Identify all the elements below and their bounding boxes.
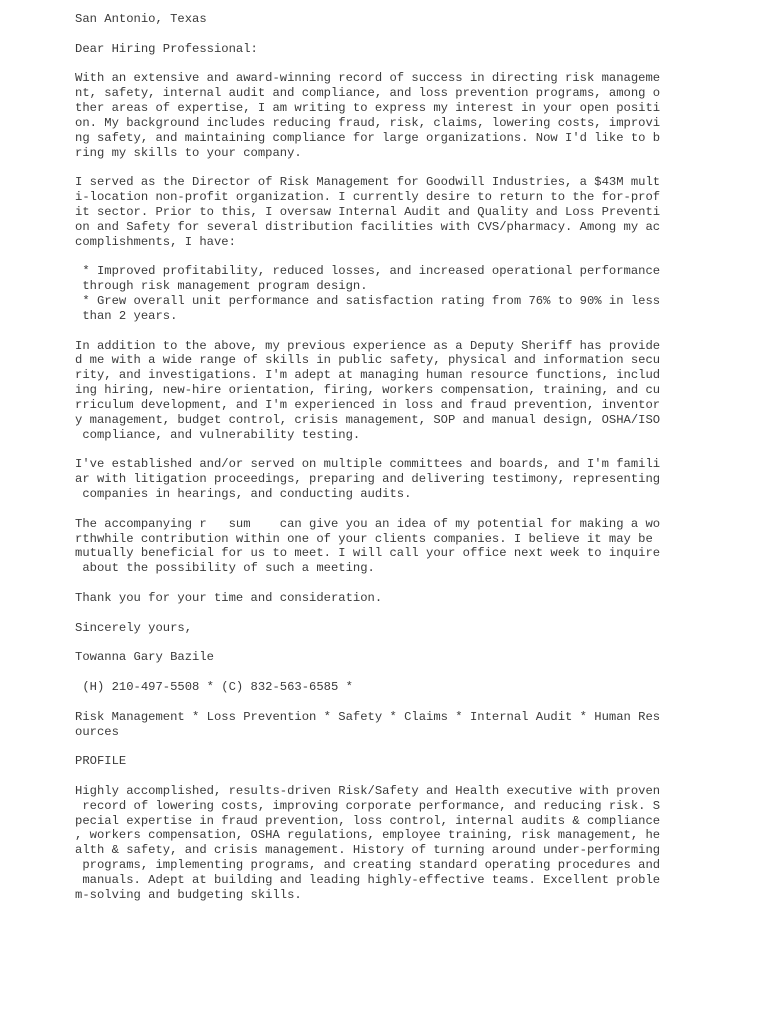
cover-letter-page [75, 12, 695, 903]
text-line: ng safety, and maintaining compliance for large organizations. Now I'd like to b [75, 130, 661, 145]
paragraph [75, 264, 695, 323]
text-line: rriculum development, and I'm experienced in loss and fraud prevention, inventor [75, 397, 661, 412]
paragraph-gap [75, 442, 695, 457]
text-line: I've established and/or served on multiple committees and boards, and I'm famili [75, 457, 661, 472]
text-line: ing hiring, new-hire orientation, firing, workers compensation, training, and cu [75, 383, 661, 398]
paragraph-gap [75, 502, 695, 517]
paragraph [75, 591, 695, 606]
text-line: d me with a wide range of skills in public safety, physical and information secu [75, 353, 661, 368]
paragraph-gap [75, 665, 695, 680]
text-line: nt, safety, internal audit and compliance, and loss prevention programs, among o [75, 86, 661, 101]
text-line: alth & safety, and crisis management. History of turning around under-performing [75, 843, 661, 858]
text-line: complishments, I have: [75, 234, 236, 249]
text-line: , workers compensation, OSHA regulations, employee training, risk management, he [75, 828, 661, 843]
text-line: ar with litigation proceedings, preparing and delivering testimony, representing [75, 472, 661, 487]
text-line: compliance, and vulnerability testing. [75, 427, 361, 442]
text-line: rthwhile contribution within one of your clients companies. I believe it may be [75, 531, 653, 546]
text-line: pecial expertise in fraud prevention, loss control, internal audits & compliance [75, 813, 661, 828]
text-line: Highly accomplished, results-driven Risk/Safety and Health executive with proven [75, 783, 661, 798]
text-line: Towanna Gary Bazile [75, 650, 214, 665]
text-line: it sector. Prior to this, I oversaw Internal Audit and Quality and Loss Preventi [75, 204, 661, 219]
text-line: mutually beneficial for us to meet. I will call your office next week to inquire [75, 546, 661, 561]
text-line: The accompanying r sum can give you an idea of my potential for making a wo [75, 516, 661, 531]
paragraph [75, 71, 695, 160]
text-line: * Improved profitability, reduced losses, and increased operational performance [75, 264, 661, 279]
paragraph-gap [75, 695, 695, 710]
text-line: In addition to the above, my previous experience as a Deputy Sheriff has provide [75, 338, 661, 353]
text-line: PROFILE [75, 754, 127, 769]
paragraph [75, 621, 695, 636]
paragraph [75, 754, 695, 769]
paragraph-gap [75, 606, 695, 621]
paragraph-gap [75, 57, 695, 72]
text-line: ources [75, 724, 119, 739]
paragraph-gap [75, 576, 695, 591]
paragraph-gap [75, 250, 695, 265]
text-line: Risk Management * Loss Prevention * Safety * Claims * Internal Audit * Human Res [75, 709, 661, 724]
text-line: Sincerely yours, [75, 620, 193, 635]
paragraph [75, 42, 695, 57]
text-line: ther areas of expertise, I am writing to express my interest in your open positi [75, 101, 661, 116]
paragraph [75, 457, 695, 502]
text-line: With an extensive and award-winning record of success in directing risk manageme [75, 71, 661, 86]
text-line: y management, budget control, crisis management, SOP and manual design, OSHA/ISO [75, 412, 661, 427]
paragraph [75, 650, 695, 665]
text-line: ring my skills to your company. [75, 145, 302, 160]
paragraph-gap [75, 324, 695, 339]
paragraph-gap [75, 739, 695, 754]
text-line: on and Safety for several distribution facilities with CVS/pharmacy. Among my ac [75, 219, 661, 234]
text-line: companies in hearings, and conducting audits. [75, 487, 412, 501]
paragraph [75, 784, 695, 903]
text-line: manuals. Adept at building and leading highly-effective teams. Excellent proble [75, 872, 661, 887]
paragraph-gap [75, 27, 695, 42]
text-line: * Grew overall unit performance and satisfaction rating from 76% to 90% in less [75, 294, 661, 309]
text-line: through risk management program design. [75, 279, 368, 294]
text-line: San Antonio, Texas [75, 12, 207, 26]
text-line: Dear Hiring Professional: [75, 41, 258, 56]
paragraph-gap [75, 160, 695, 175]
text-line: about the possibility of such a meeting. [75, 561, 375, 576]
paragraph [75, 12, 695, 27]
text-line: (H) 210-497-5508 * (C) 832-563-6585 * [75, 679, 353, 694]
text-line: on. My background includes reducing fraud, risk, claims, lowering costs, improvi [75, 115, 661, 130]
paragraph [75, 680, 695, 695]
paragraph [75, 175, 695, 249]
text-line: rity, and investigations. I'm adept at managing human resource functions, includ [75, 368, 661, 383]
text-line: than 2 years. [75, 308, 178, 323]
text-line: i-location non-profit organization. I currently desire to return to the for-prof [75, 190, 661, 205]
paragraph [75, 710, 695, 740]
paragraph-gap [75, 769, 695, 784]
text-line: programs, implementing programs, and creating standard operating procedures and [75, 858, 661, 873]
paragraph-gap [75, 635, 695, 650]
text-line: m-solving and budgeting skills. [75, 887, 302, 902]
text-line: record of lowering costs, improving corporate performance, and reducing risk. S [75, 798, 661, 813]
text-line: I served as the Director of Risk Management for Goodwill Industries, a $43M mult [75, 175, 661, 190]
text-line: Thank you for your time and consideration. [75, 590, 383, 605]
paragraph [75, 517, 695, 576]
paragraph [75, 339, 695, 443]
